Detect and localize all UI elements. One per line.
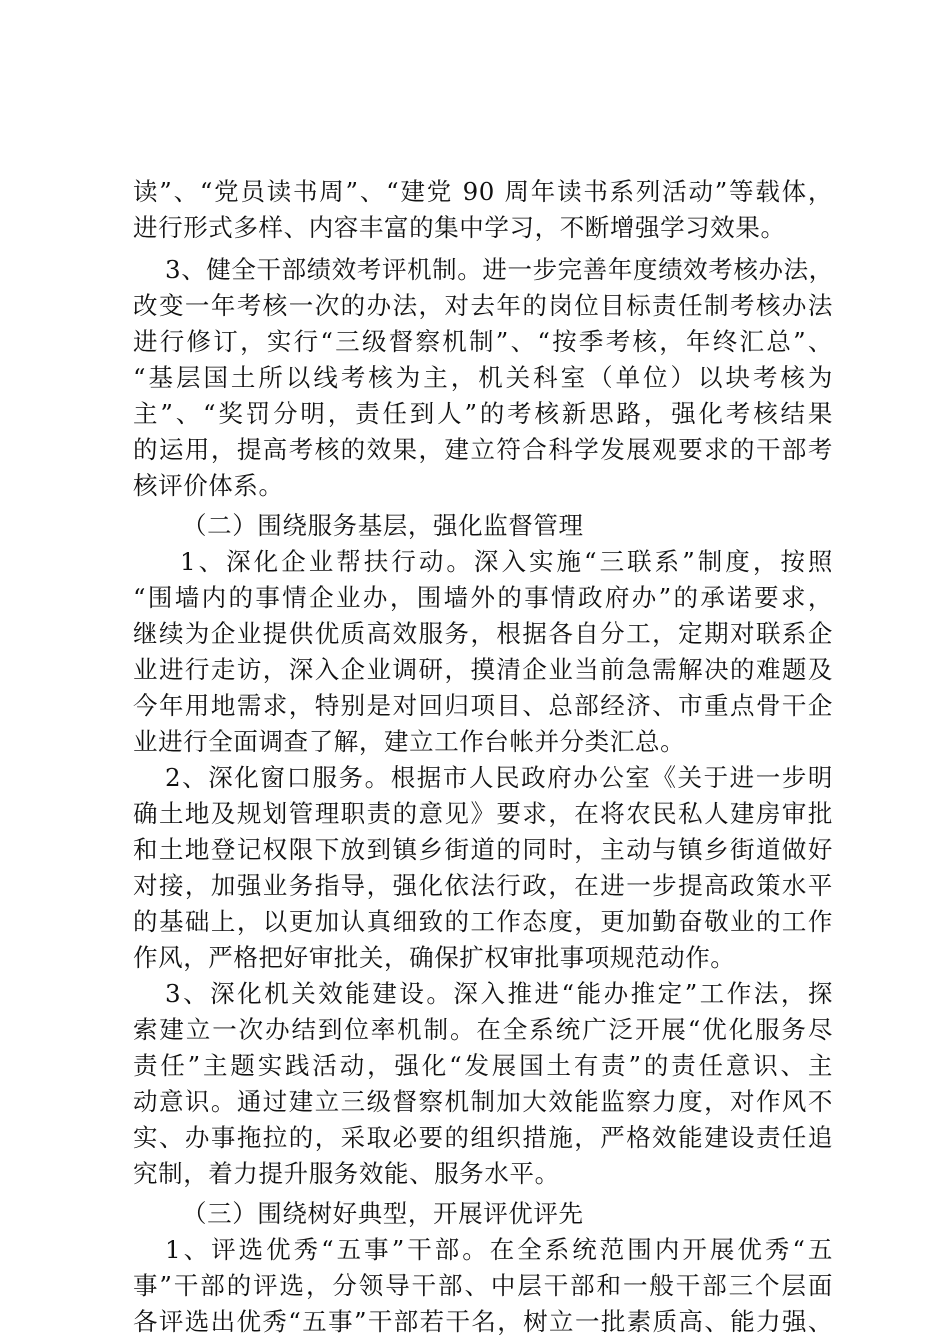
text-line: 进行形式多样、内容丰富的集中学习，不断增强学习效果。: [133, 213, 786, 242]
text-line: 2、深化窗口服务。根据市人民政府办公室《关于进一步明: [165, 763, 833, 792]
text-line: 1、深化企业帮扶行动。深入实施“三联系”制度，按照: [180, 547, 833, 576]
text-line: 各评选出优秀“五事”干部若干名，树立一批素质高、能力强、: [133, 1307, 833, 1336]
text-line: 进行修订，实行“三级督察机制”、“按季考核，年终汇总”、: [133, 327, 833, 356]
text-line: 责任”主题实践活动，强化“发展国土有责”的责任意识、主: [133, 1051, 833, 1080]
text-line: 动意识。通过建立三级督察机制加大效能监察力度，对作风不: [133, 1087, 833, 1116]
text-line: 1、评选优秀“五事”干部。在全系统范围内开展优秀“五: [165, 1235, 833, 1264]
text-line: 改变一年考核一次的办法，对去年的岗位目标责任制考核办法: [133, 291, 833, 320]
text-line: 作风，严格把好审批关，确保扩权审批事项规范动作。: [133, 943, 736, 972]
text-line: 业进行全面调查了解，建立工作台帐并分类汇总。: [133, 727, 686, 756]
text-line: 3、健全干部绩效考评机制。进一步完善年度绩效考核办法，: [165, 255, 834, 284]
text-line: 读”、“党员读书周”、“建党 90 周年读书系列活动”等载体，: [133, 177, 833, 206]
text-line: 今年用地需求，特别是对回归项目、总部经济、市重点骨干企: [133, 691, 833, 720]
text-line: 主”、“奖罚分明，责任到人”的考核新思路，强化考核结果: [133, 399, 833, 428]
text-line: 核评价体系。: [133, 471, 284, 500]
text-line: 索建立一次办结到位率机制。在全系统广泛开展“优化服务尽: [133, 1015, 833, 1044]
text-line: 实、办事拖拉的，采取必要的组织措施，严格效能建设责任追: [133, 1123, 833, 1152]
text-line: “围墙内的事情企业办，围墙外的事情政府办”的承诺要求，: [133, 583, 833, 612]
text-line: “基层国土所以线考核为主，机关科室（单位）以块考核为: [133, 363, 833, 392]
text-line: 事”干部的评选，分领导干部、中层干部和一般干部三个层面: [133, 1271, 833, 1300]
text-line: 确土地及规划管理职责的意见》要求，在将农民私人建房审批: [133, 799, 833, 828]
text-line: 和土地登记权限下放到镇乡街道的同时，主动与镇乡街道做好: [133, 835, 833, 864]
text-line: 对接，加强业务指导，强化依法行政，在进一步提高政策水平: [133, 871, 833, 900]
text-line: 究制，着力提升服务效能、服务水平。: [133, 1159, 560, 1188]
text-line: 3、深化机关效能建设。深入推进“能办推定”工作法，探: [165, 979, 833, 1008]
text-line: 的基础上，以更加认真细致的工作态度，更加勤奋敬业的工作: [133, 907, 833, 936]
text-line: 继续为企业提供优质高效服务，根据各自分工，定期对联系企: [133, 619, 833, 648]
text-line: 的运用，提高考核的效果，建立符合科学发展观要求的干部考: [133, 435, 833, 464]
section-heading: （三）围绕树好典型，开展评优评先: [182, 1199, 584, 1228]
text-line: 业进行走访，深入企业调研，摸清企业当前急需解决的难题及: [133, 655, 833, 684]
section-heading: （二）围绕服务基层，强化监督管理: [182, 511, 584, 540]
